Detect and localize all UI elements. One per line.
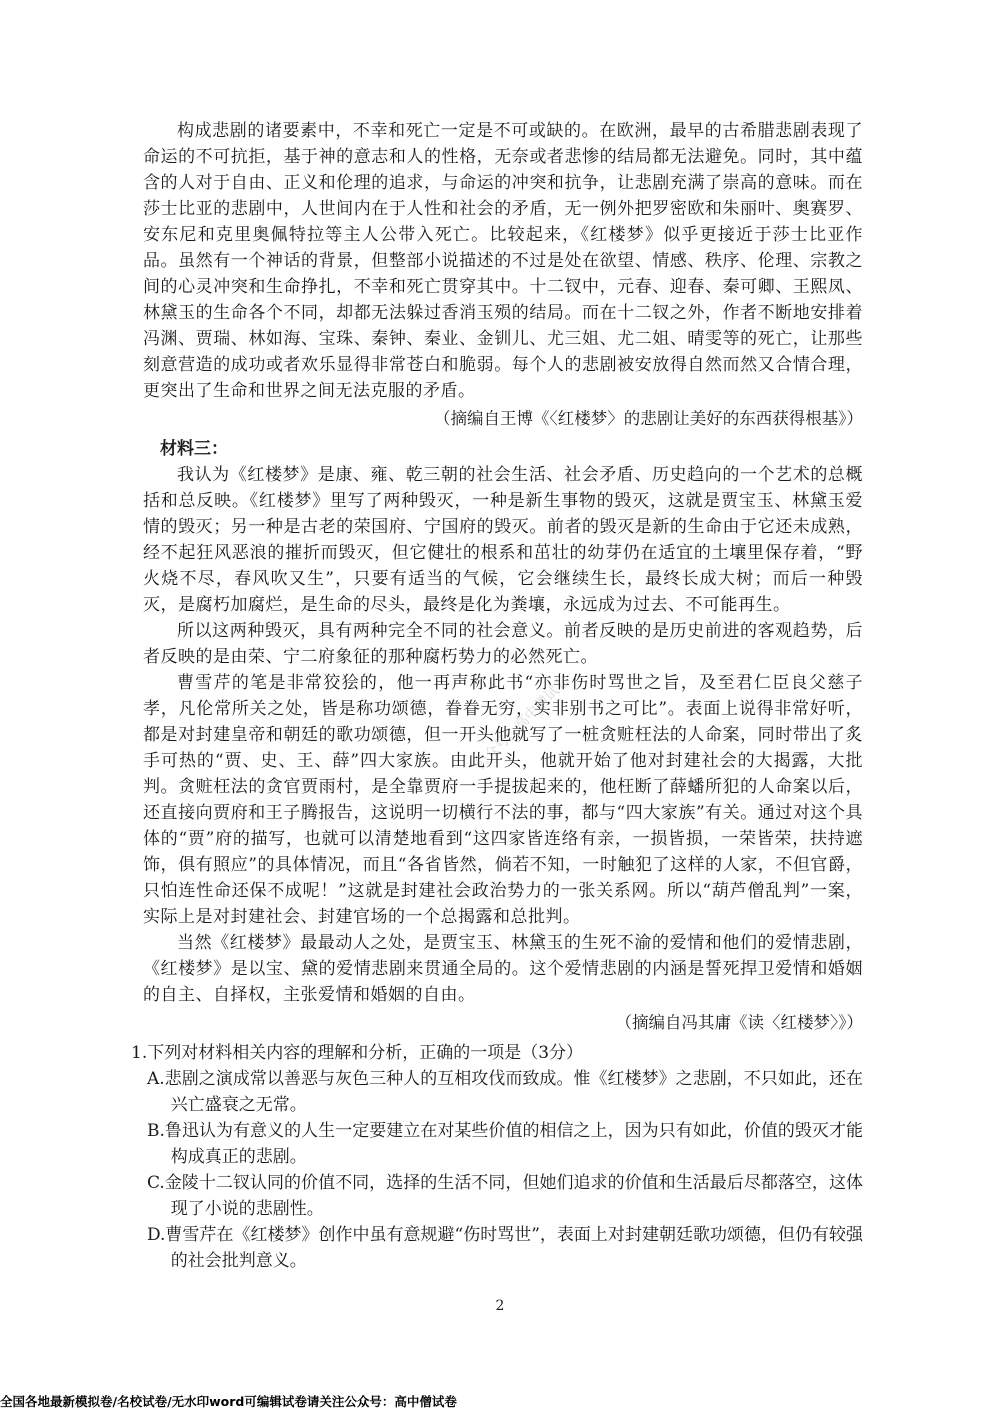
paragraph-material-3-2: 所以这两种毁灭，具有两种完全不同的社会意义。前者反映的是历史前进的客观趋势，后者反映的是由荣、宁二府象征的那种腐朽势力的必然死亡。 bbox=[143, 621, 863, 667]
section-title-material-3: 材料三： bbox=[160, 439, 228, 459]
page-content bbox=[131, 118, 863, 1274]
footer-banner: 全国各地最新模拟卷/名校试卷/无水印word可编辑试卷请关注公众号：高中僧试卷 bbox=[0, 1394, 457, 1409]
source-citation-2: （摘编自冯其庸《读〈红楼梦〉》） bbox=[615, 1013, 863, 1032]
watermark: 公众号：高中僧试卷 bbox=[472, 673, 573, 774]
source-citation-1: （摘编自王博《〈红楼梦〉的悲剧让美好的东西获得根基》） bbox=[434, 409, 863, 428]
page-number: 2 bbox=[495, 1298, 505, 1314]
option-a: A.悲剧之演成常以善恶与灰色三种人的互相攻伐而致成。惟《红楼梦》之悲剧，不只如此，还在兴亡盛衰之无常。 bbox=[147, 1069, 863, 1115]
option-d: D.曹雪芹在《红楼梦》创作中虽有意规避“伤时骂世”，表面上对封建朝廷歌功颂德，但仍有较强的社会批判意义。 bbox=[147, 1225, 863, 1271]
paragraph-tragedy-elements: 构成悲剧的诸要素中，不幸和死亡一定是不可或缺的。在欧洲，最早的古希腊悲剧表现了命运的不可抗拒，基于神的意志和人的性格，无奈或者悲惨的结局都无法避免。同时，其中蕴含的人对于自由、正义和伦理的追求，与命运的冲突和抗争，让悲剧充满了崇高的意味。而在莎士比亚的悲剧中，人世间内在于人性和社会的矛盾，无一例外把罗密欧和朱丽叶、奥赛罗、安东尼和克里奥佩特拉等主人公带入死亡。比较起来，《红楼梦》似乎更接近于莎士比亚作品。虽然有一个神话的背景，但整部小说描述的不过是处在欲望、情感、秩序、伦理、宗教之间的心灵冲突和生命挣扎，不幸和死亡贯穿其中。十二钗中，元春、迎春、秦可卿、王熙凤、林黛玉的生命各个不同，却都无法躲过香消玉殒的结局。而在十二钗之外，作者不断地安排着冯渊、贾瑞、林如海、宝珠、秦钟、秦业、金钏儿、尤三姐、尤二姐、晴雯等的死亡，让那些刻意营造的成功或者欢乐显得非常苍白和脆弱。每个人的悲剧被安放得自然而然又合情合理，更突出了生命和世界之间无法克服的矛盾。 bbox=[143, 121, 863, 401]
option-b: B.鲁迅认为有意义的人生一定要建立在对某些价值的相信之上，因为只有如此，价值的毁灭才能构成真正的悲剧。 bbox=[147, 1121, 863, 1167]
question-stem: 1.下列对材料相关内容的理解和分析，正确的一项是（3分） bbox=[131, 1043, 584, 1063]
paragraph-material-3-3: 曹雪芹的笔是非常狡狯的，他一再声称此书“亦非伤时骂世之旨，及至君仁臣良父慈子孝，凡伦常所关之处，皆是称功颂德，眷眷无穷，实非别书之可比”。表面上说得非常好听，都是对封建皇帝和朝廷的歌功颂德，但一开头他就写了一桩贪赃枉法的人命案，同时带出了炙手可热的“贾、史、王、薛”四大家族。由此开头，他就开始了他对封建社会的大揭露，大批判。贪赃枉法的贪官贾雨村，是全靠贾府一手提拔起来的，他枉断了薛蟠所犯的人命案以后，还直接向贾府和王子腾报告，这说明一切横行不法的事，都与“四大家族”有关。通过对这个具体的“贾”府的描写，也就可以清楚地看到“这四家皆连络有亲，一损皆损，一荣皆荣，扶持遮饰，俱有照应”的具体情况，而且“各省皆然，倘若不知，一时触犯了这样的人家，不但官爵，只怕连性命还保不成呢！”这就是封建社会政治势力的一张关系网。所以“葫芦僧乱判”一案，实际上是对封建社会、封建官场的一个总揭露和总批判。 bbox=[143, 673, 863, 927]
paragraph-material-3-1: 我认为《红楼梦》是康、雍、乾三朝的社会生活、社会矛盾、历史趋向的一个艺术的总概括和总反映。《红楼梦》里写了两种毁灭，一种是新生事物的毁灭，这就是贾宝玉、林黛玉爱情的毁灭；另一种是古老的荣国府、宁国府的毁灭。前者的毁灭是新的生命由于它还未成熟，经不起狂风恶浪的摧折而毁灭，但它健壮的根系和茁壮的幼芽仍在适宜的土壤里保存着，“野火烧不尽，春风吹又生”，只要有适当的气候，它会继续生长，最终长成大树；而后一种毁灭，是腐朽加腐烂，是生命的尽头，最终是化为粪壤，永远成为过去、不可能再生。 bbox=[143, 465, 863, 615]
option-c: C.金陵十二钗认同的价值不同，选择的生活不同，但她们追求的价值和生活最后尽都落空，这体现了小说的悲剧性。 bbox=[147, 1173, 863, 1219]
paragraph-material-3-4: 当然《红楼梦》最最动人之处，是贾宝玉、林黛玉的生死不渝的爱情和他们的爱情悲剧，《红楼梦》是以宝、黛的爱情悲剧来贯通全局的。这个爱情悲剧的内涵是誓死捍卫爱情和婚姻的自主、自择权，主张爱情和婚姻的自由。 bbox=[143, 933, 863, 1005]
